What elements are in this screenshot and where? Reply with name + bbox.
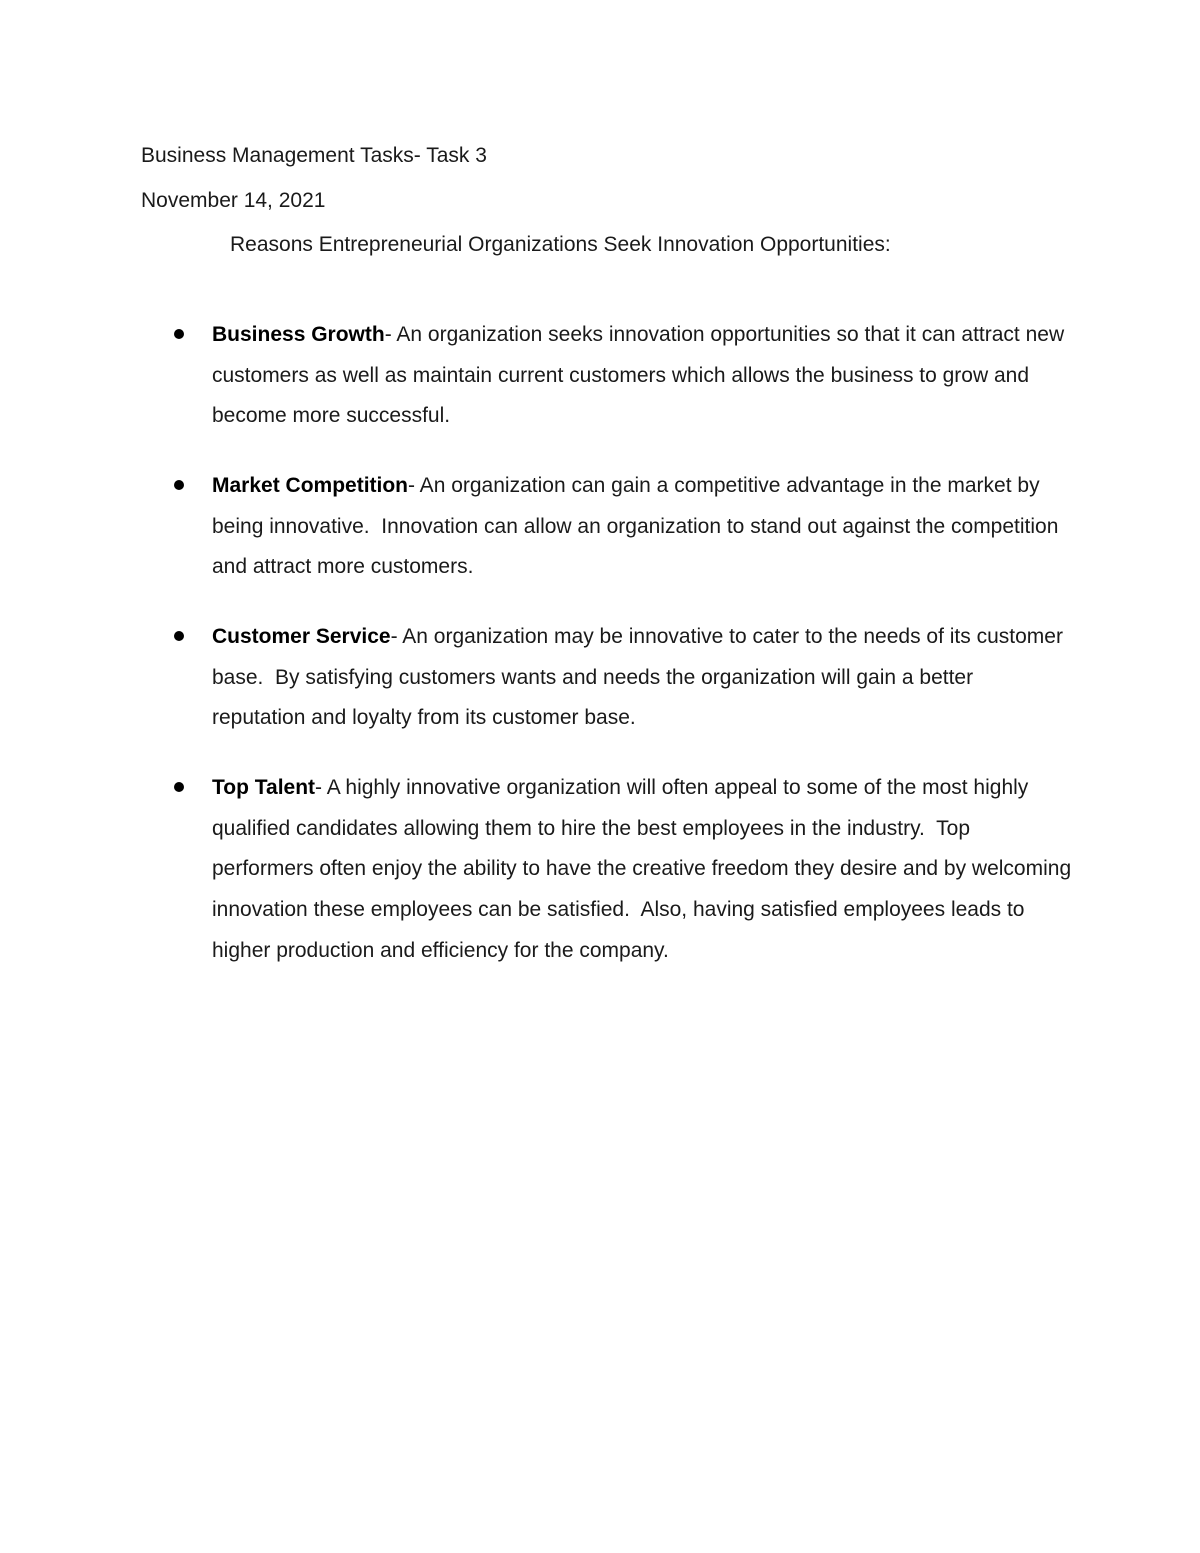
bullet-term: Top Talent — [212, 776, 316, 799]
list-item — [212, 617, 1072, 739]
list-item — [212, 466, 1072, 588]
document-title: Business Management Tasks- Task 3 — [141, 144, 487, 167]
list-item — [212, 315, 1072, 437]
bullet-text: - An organization can gain a competitive advantage in the market by being innovative. Innovation can allow an organization to stand out against the competition and attract more customers. — [212, 474, 1065, 579]
bullet-icon — [174, 631, 184, 641]
bullet-icon — [174, 329, 184, 339]
bullet-term: Business Growth — [212, 323, 385, 346]
bullet-term: Customer Service — [212, 625, 391, 648]
document-date: November 14, 2021 — [141, 189, 326, 212]
bullet-text: - An organization may be innovative to cater to the needs of its customer base. By satisfying customers wants and needs the organization will gain a better reputation and loyalty from its customer base. — [212, 625, 1069, 730]
list-item — [212, 768, 1077, 972]
bullet-term: Market Competition — [212, 474, 409, 497]
bullet-text: - A highly innovative organization will often appeal to some of the most highly qualified candidates allowing them to hire the best employees in the industry. Top performers often enjoy the ability to have the creative freedom they desire and by welcoming innovation these employees can be satisfied. Also, having satisfied employees leads to higher production and efficiency for the company. — [212, 776, 1077, 962]
bullet-icon — [174, 480, 184, 490]
bullet-text: - An organization seeks innovation opportunities so that it can attract new customers as well as maintain current customers which allows the business to grow and become more successful. — [212, 323, 1070, 428]
section-heading: Reasons Entrepreneurial Organizations Seek Innovation Opportunities: — [230, 233, 891, 256]
bullet-icon — [174, 782, 184, 792]
